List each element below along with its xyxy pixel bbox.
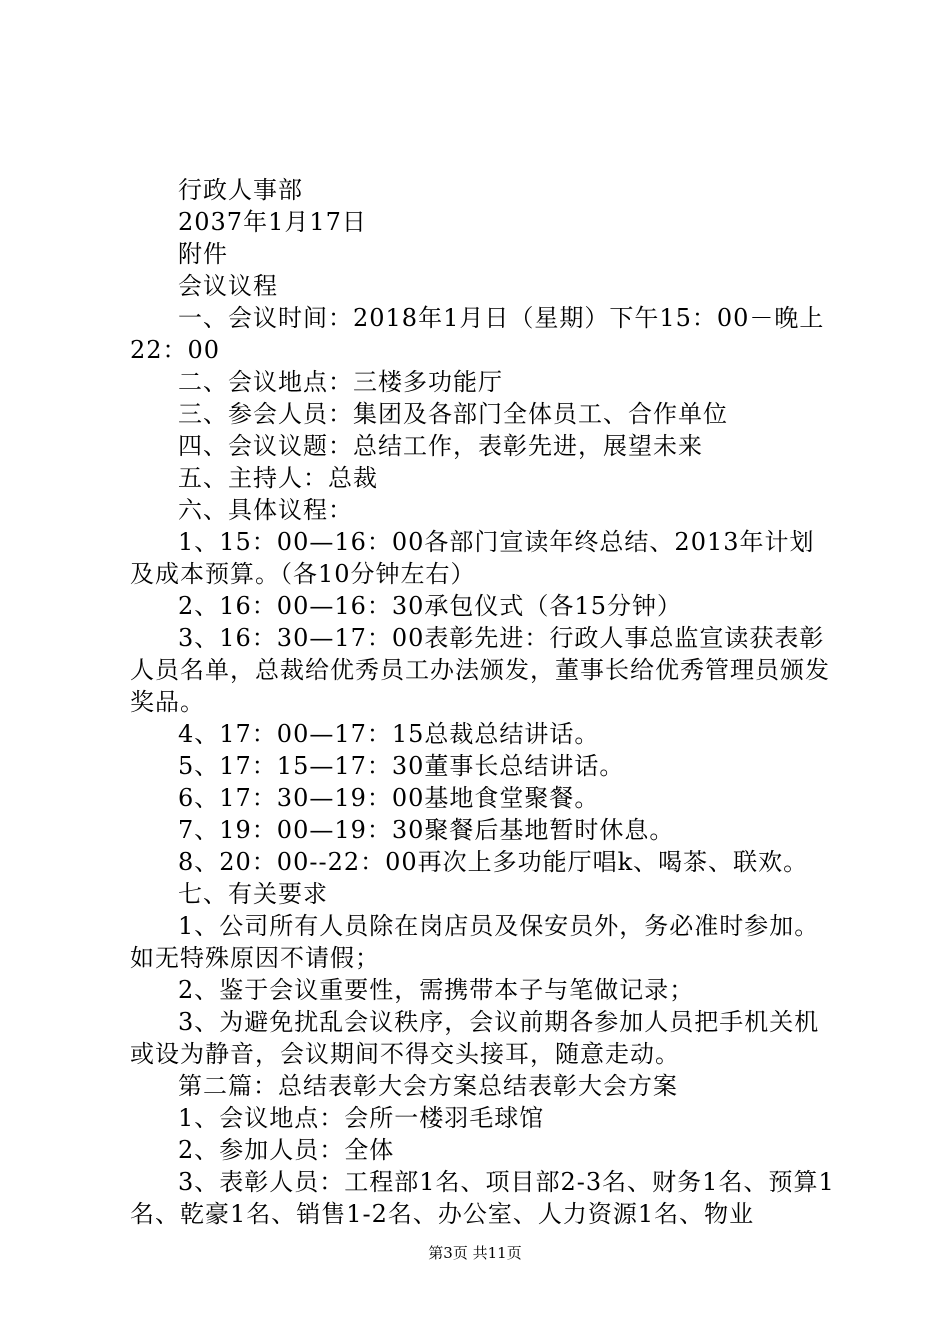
agenda-title: 会议议程	[178, 272, 278, 300]
schedule-item: 6、17：30—19：00基地食堂聚餐。	[178, 784, 600, 812]
schedule-item: 8、20：00--22：00再次上多功能厅唱k、喝茶、联欢。	[178, 848, 809, 876]
signature-department: 行政人事部	[178, 176, 303, 204]
requirement-item: 1、公司所有人员除在岗店员及保安员外，务必准时参加。如无特殊原因不请假；	[130, 912, 820, 972]
schedule-item: 7、19：00—19：30聚餐后基地暂时休息。	[178, 816, 675, 844]
requirements-heading: 七、有关要求	[178, 880, 328, 908]
requirement-item: 3、为避免扰乱会议秩序，会议前期各参加人员把手机关机或设为静音，会议期间不得交头接耳，随意走动。	[130, 1008, 820, 1068]
agenda-item-topic: 四、会议议题：总结工作，表彰先进，展望未来	[178, 432, 703, 460]
plan-item: 2、参加人员：全体	[178, 1136, 395, 1164]
schedule-item: 2、16：00—16：30承包仪式（各15分钟）	[178, 592, 682, 620]
agenda-item-schedule-heading: 六、具体议程：	[178, 496, 353, 524]
requirement-item: 2、鉴于会议重要性，需携带本子与笔做记录；	[178, 976, 695, 1004]
page-number-footer: 第3页 共11页	[428, 1244, 522, 1262]
agenda-item-host: 五、主持人：总裁	[178, 464, 378, 492]
schedule-item: 4、17：00—17：15总裁总结讲话。	[178, 720, 600, 748]
agenda-item-location: 二、会议地点：三楼多功能厅	[178, 368, 503, 396]
attachment-label: 附件	[178, 240, 228, 268]
plan-item: 3、表彰人员：工程部1名、项目部2-3名、财务1名、预算1名、乾豪1名、销售1-2名、办公室、人力资源1名、物业	[130, 1168, 835, 1228]
schedule-item: 3、16：30—17：00表彰先进：行政人事总监宣读获表彰人员名单，总裁给优秀员工办法颁发，董事长给优秀管理员颁发奖品。	[130, 624, 830, 716]
schedule-item: 1、15：00—16：00各部门宣读年终总结、2013年计划及成本预算。（各10分钟左右）	[130, 528, 815, 588]
schedule-item: 5、17：15—17：30董事长总结讲话。	[178, 752, 625, 780]
plan-item: 1、会议地点：会所一楼羽毛球馆	[178, 1104, 545, 1132]
agenda-item-time: 一、会议时间：2018年1月日（星期）下午15：00－晚上22：00	[130, 304, 825, 364]
document-body	[130, 174, 835, 1230]
section-title: 第二篇：总结表彰大会方案总结表彰大会方案	[178, 1072, 678, 1100]
signature-date: 2037年1月17日	[178, 208, 367, 236]
agenda-item-attendees: 三、参会人员：集团及各部门全体员工、合作单位	[178, 400, 728, 428]
